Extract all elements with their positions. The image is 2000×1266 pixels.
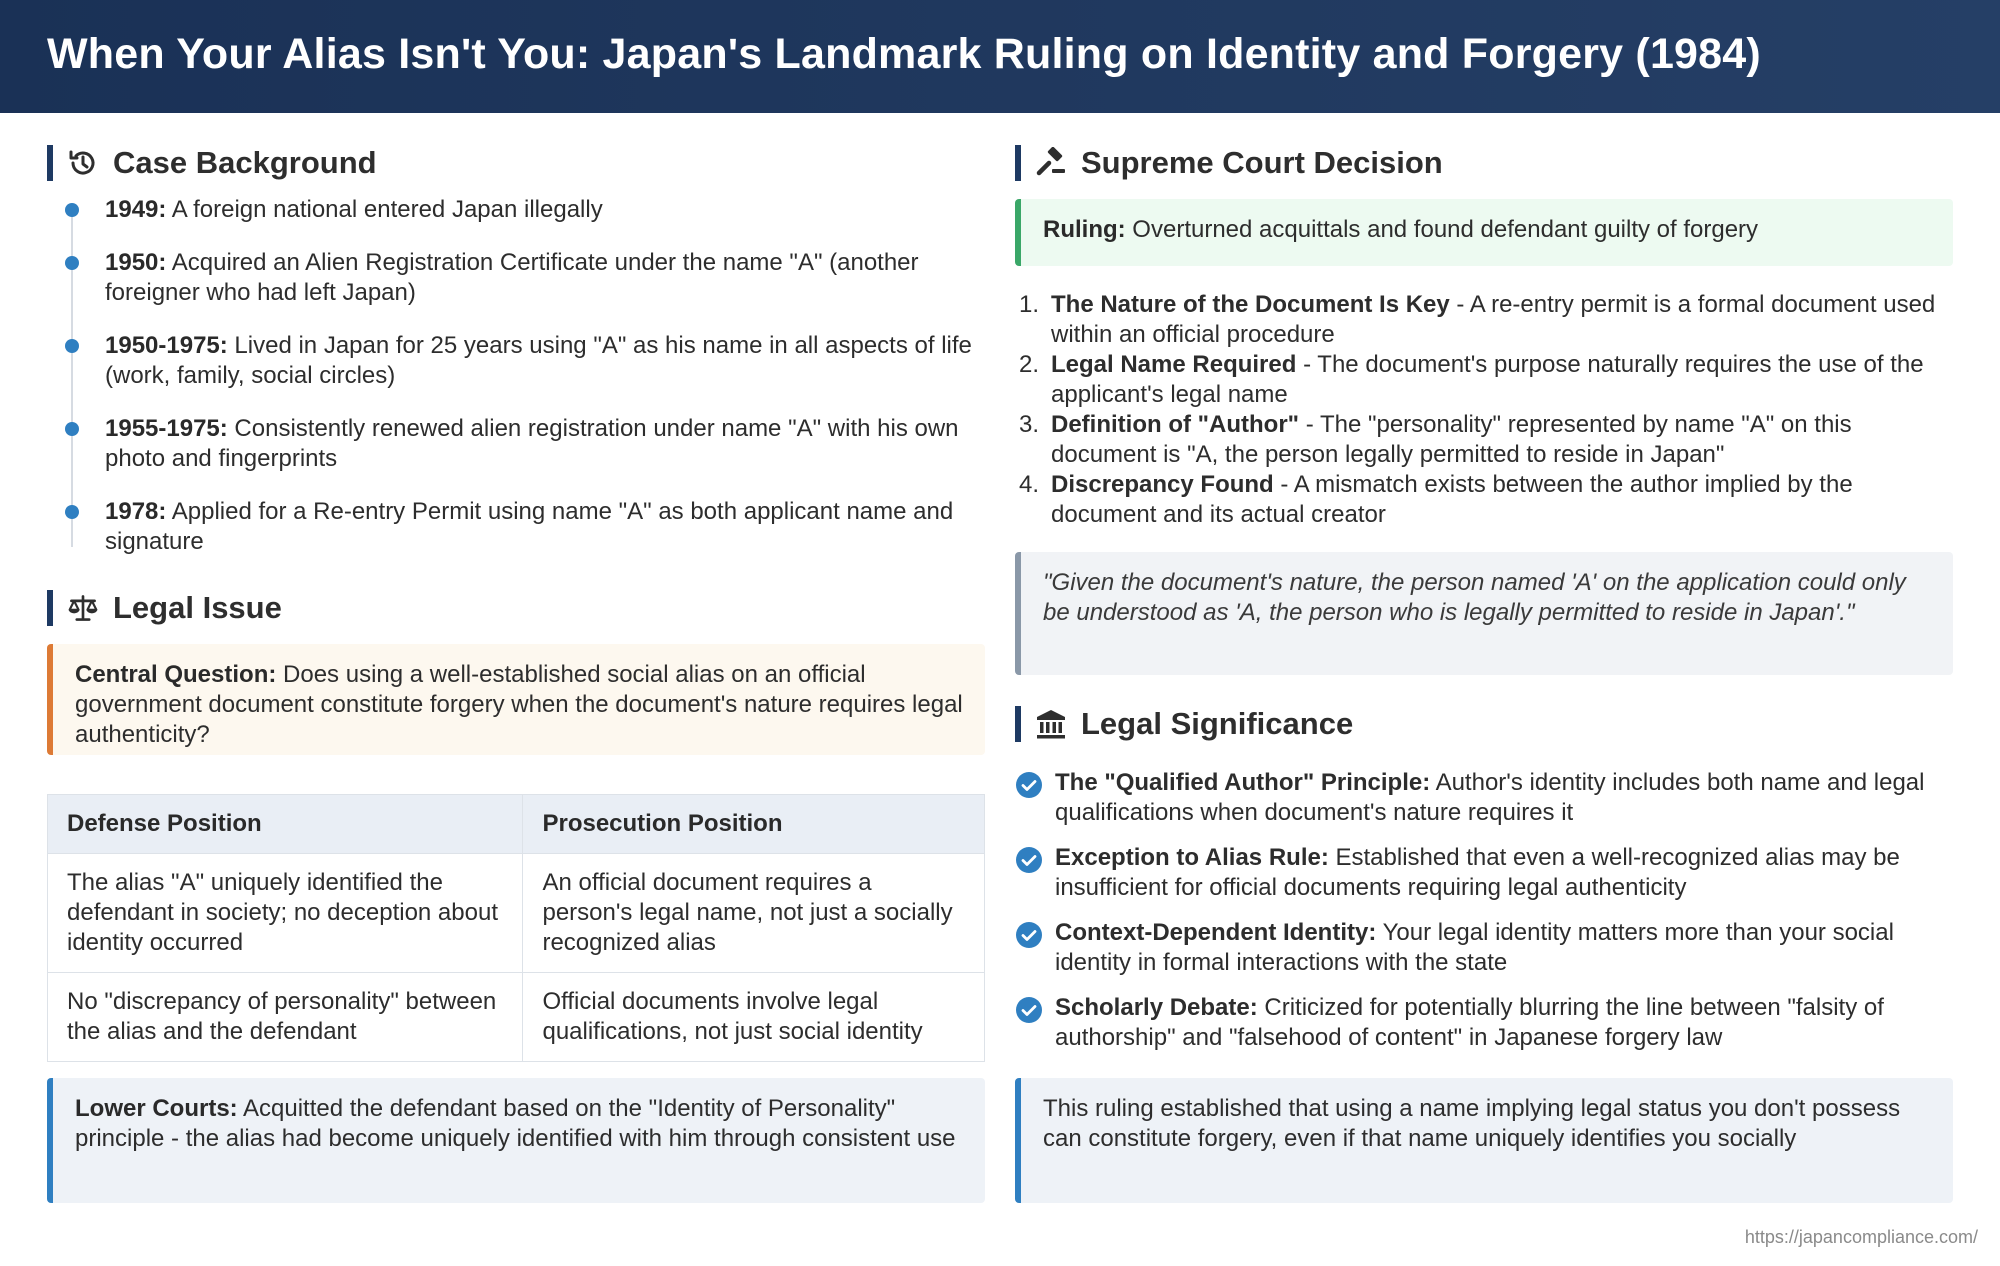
background-timeline xyxy=(47,195,985,555)
page-header xyxy=(0,0,2000,113)
gavel-icon xyxy=(1035,147,1067,179)
lower-courts-label: Lower Courts: xyxy=(75,1095,238,1122)
significance-text: Author's identity includes both name and legal qualifications when document's nature requires it xyxy=(1055,769,1925,826)
lower-courts-box xyxy=(47,1078,985,1203)
check-circle-icon xyxy=(1016,997,1042,1023)
page-title: When Your Alias Isn't You: Japan's Landmark Ruling on Identity and Forgery (1984) xyxy=(47,30,1761,78)
timeline-dot xyxy=(65,422,79,436)
defense-position-header: Defense Position xyxy=(48,795,523,854)
list-item xyxy=(1019,470,1957,530)
section-title: Legal Significance xyxy=(1081,706,1354,741)
significance-label: The "Qualified Author" Principle: xyxy=(1055,769,1431,796)
significance-label: Scholarly Debate: xyxy=(1055,994,1258,1021)
supreme-court-decision-heading xyxy=(1015,145,1443,181)
significance-text: Established that even a well-recognized alias may be insufficient for official documents requiring legal authenticity xyxy=(1055,844,1900,901)
summary-box xyxy=(1015,1078,1953,1203)
list-item xyxy=(1019,410,1957,470)
section-title: Legal Issue xyxy=(113,590,282,625)
table-row xyxy=(48,973,985,1062)
point-number: 1. xyxy=(1019,291,1040,318)
point-text: - A re-entry permit is a formal document used within an official procedure xyxy=(1051,291,1936,348)
positions-table xyxy=(47,794,985,1062)
timeline-text: Applied for a Re-entry Permit using name "A" as both applicant name and signature xyxy=(105,498,954,555)
significance-text: Your legal identity matters more than your social identity in formal interactions with the state xyxy=(1055,919,1894,976)
timeline-text: Acquired an Alien Registration Certificate under the name "A" (another foreigner who had left Japan) xyxy=(105,249,919,306)
timeline-dot xyxy=(65,203,79,217)
case-background-heading xyxy=(47,145,377,181)
timeline-year: 1955-1975: xyxy=(105,415,228,442)
table-cell: No "discrepancy of personality" between the alias and the defendant xyxy=(48,973,523,1062)
section-title: Supreme Court Decision xyxy=(1081,145,1443,180)
lower-courts-text: Acquitted the defendant based on the "Identity of Personality" principle - the alias had become uniquely identified with him through consistent use xyxy=(75,1095,956,1152)
significance-label: Context-Dependent Identity: xyxy=(1055,919,1377,946)
check-circle-icon xyxy=(1016,772,1042,798)
scales-icon xyxy=(67,592,99,624)
timeline-year: 1950-1975: xyxy=(105,332,228,359)
section-title: Case Background xyxy=(113,145,377,180)
point-title: Discrepancy Found xyxy=(1051,471,1274,498)
point-text: - A mismatch exists between the author implied by the document and its actual creator xyxy=(1051,471,1853,528)
check-circle-icon xyxy=(1016,847,1042,873)
point-number: 2. xyxy=(1019,351,1040,378)
table-cell: The alias "A" uniquely identified the defendant in society; no deception about identity occurred xyxy=(48,854,523,973)
table-row xyxy=(48,854,985,973)
timeline-text: Lived in Japan for 25 years using "A" as his name in all aspects of life (work, family, social circles) xyxy=(105,332,972,389)
list-item xyxy=(1019,350,1957,410)
timeline-dot xyxy=(65,339,79,353)
timeline-text: A foreign national entered Japan illegally xyxy=(166,196,603,223)
history-icon xyxy=(67,147,99,179)
point-title: Definition of "Author" xyxy=(1051,411,1300,438)
timeline-text: Consistently renewed alien registration under name "A" with his own photo and fingerprints xyxy=(105,415,959,472)
ruling-box xyxy=(1015,199,1953,266)
court-quote: "Given the document's nature, the person named 'A' on the application could only be understood as 'A, the person who is legally permitted to reside in Japan'." xyxy=(1043,569,1906,626)
summary-text: This ruling established that using a name implying legal status you don't possess can constitute forgery, even if that name uniquely identifies you socially xyxy=(1043,1095,1901,1152)
timeline-dot xyxy=(65,256,79,270)
table-cell: Official documents involve legal qualifications, not just social identity xyxy=(523,973,985,1062)
point-title: The Nature of the Document Is Key xyxy=(1051,291,1450,318)
significance-label: Exception to Alias Rule: xyxy=(1055,844,1329,871)
check-circle-icon xyxy=(1016,922,1042,948)
timeline-year: 1949: xyxy=(105,196,167,223)
court-quote-box xyxy=(1015,552,1953,675)
prosecution-position-header: Prosecution Position xyxy=(523,795,985,854)
ruling-label: Ruling: xyxy=(1043,216,1126,243)
point-number: 3. xyxy=(1019,411,1040,438)
timeline-dot xyxy=(65,505,79,519)
point-title: Legal Name Required xyxy=(1051,351,1297,378)
point-text: - The document's purpose naturally requires the use of the applicant's legal name xyxy=(1051,351,1924,408)
institution-icon xyxy=(1035,708,1067,740)
central-question-text: Does using a well-established social alias on an official government document constitute forgery when the document's nature requires legal authenticity? xyxy=(75,661,963,748)
timeline-year: 1950: xyxy=(105,249,167,276)
point-text: - The "personality" represented by name "A" on this document is "A, the person legally permitted to reside in Japan" xyxy=(1051,411,1852,468)
table-cell: An official document requires a person's legal name, not just a socially recognized alias xyxy=(523,854,985,973)
table-header-row xyxy=(48,795,985,854)
decision-points-list xyxy=(1019,290,1957,530)
legal-issue-heading xyxy=(47,590,282,626)
source-url: https://japancompliance.com/ xyxy=(1744,1227,1978,1247)
list-item xyxy=(1019,290,1957,350)
timeline-year: 1978: xyxy=(105,498,167,525)
legal-significance-heading xyxy=(1015,706,1353,742)
point-number: 4. xyxy=(1019,471,1040,498)
significance-text: Criticized for potentially blurring the line between "falsity of authorship" and "falsehood of content" in Japanese forgery law xyxy=(1055,994,1884,1051)
ruling-text: Overturned acquittals and found defendant guilty of forgery xyxy=(1125,216,1759,243)
central-question-box xyxy=(47,644,985,755)
central-question-label: Central Question: xyxy=(75,661,277,688)
